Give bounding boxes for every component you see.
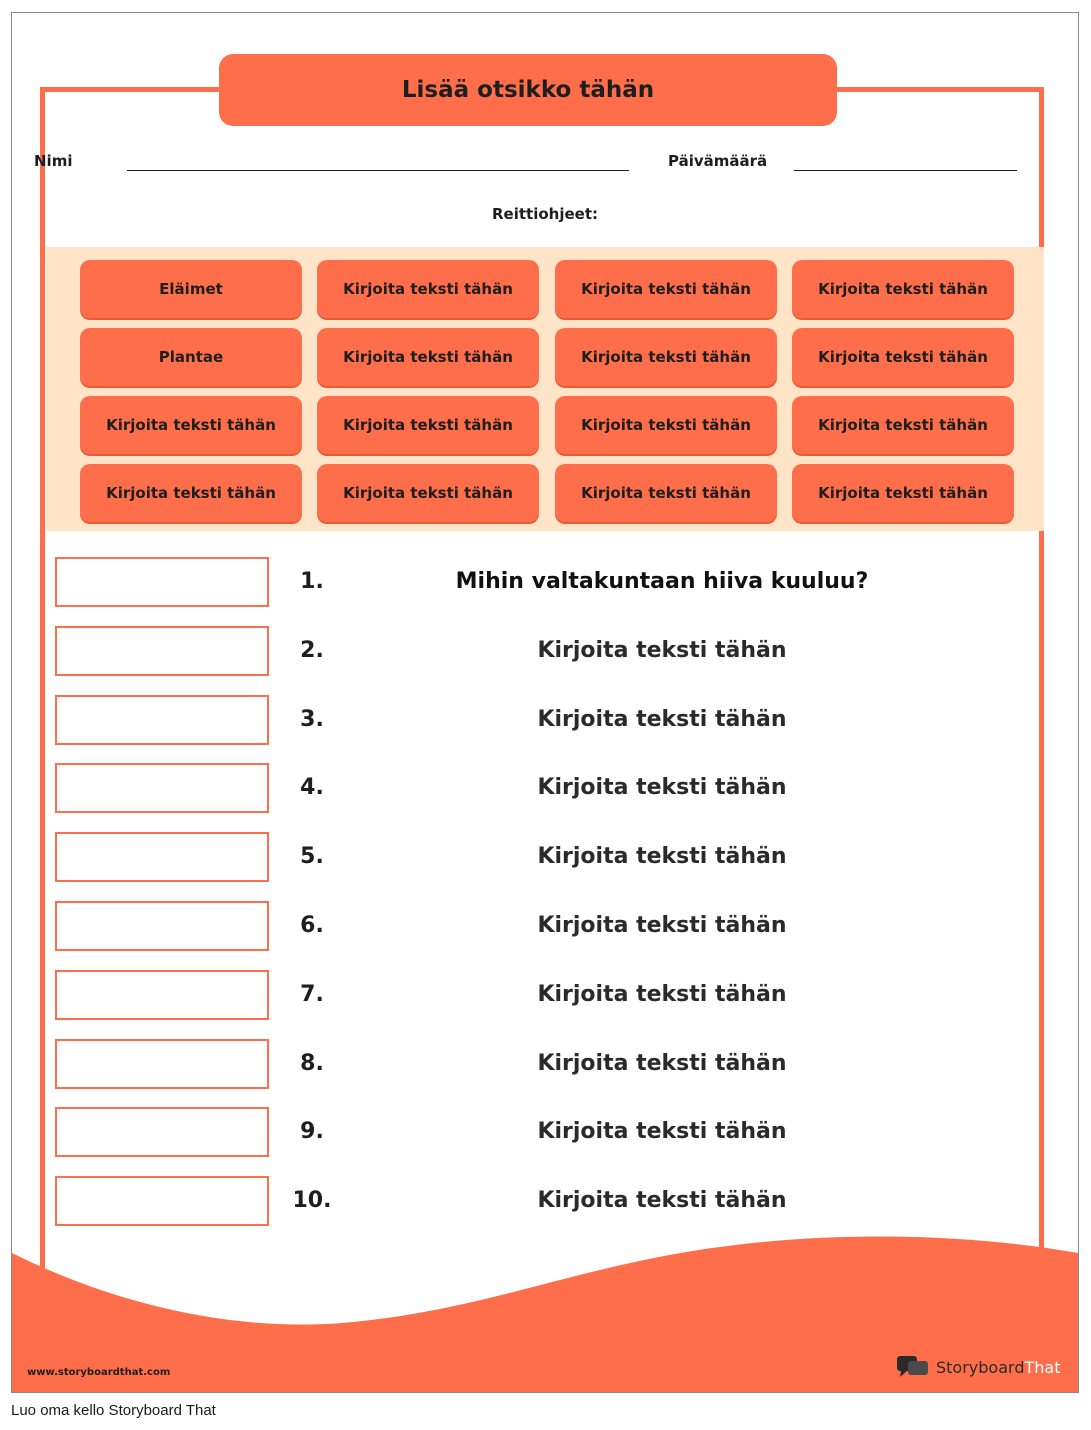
question-text[interactable]: Kirjoita teksti tähän [537, 1051, 787, 1076]
answer-box[interactable] [55, 832, 269, 882]
word-bank-chip[interactable]: Kirjoita teksti tähän [555, 260, 777, 318]
question-text[interactable]: Kirjoita teksti tähän [537, 1119, 787, 1144]
date-label: Päivämäärä [668, 152, 768, 170]
answer-box[interactable] [55, 695, 269, 745]
word-bank [46, 247, 1044, 531]
word-bank-chip[interactable]: Kirjoita teksti tähän [317, 328, 539, 386]
word-bank-chip[interactable]: Kirjoita teksti tähän [317, 464, 539, 522]
question-text[interactable]: Kirjoita teksti tähän [537, 982, 787, 1007]
word-bank-chip[interactable]: Kirjoita teksti tähän [555, 396, 777, 454]
word-bank-chip[interactable]: Kirjoita teksti tähän [80, 396, 302, 454]
question-number: 3. [300, 707, 324, 732]
question-text[interactable]: Mihin valtakuntaan hiiva kuuluu? [455, 569, 869, 594]
answer-box[interactable] [55, 763, 269, 813]
question-text[interactable]: Kirjoita teksti tähän [537, 638, 787, 663]
word-bank-chip[interactable]: Kirjoita teksti tähän [792, 464, 1014, 522]
question-text[interactable]: Kirjoita teksti tähän [537, 844, 787, 869]
speech-bubble-icon [896, 1354, 930, 1380]
question-number: 8. [300, 1051, 324, 1076]
answer-box[interactable] [55, 557, 269, 607]
question-text[interactable]: Kirjoita teksti tähän [537, 775, 787, 800]
footer-url: www.storyboardthat.com [27, 1367, 171, 1378]
question-number: 7. [300, 982, 324, 1007]
question-text[interactable]: Kirjoita teksti tähän [537, 707, 787, 732]
answer-box[interactable] [55, 1039, 269, 1089]
answer-box[interactable] [55, 1176, 269, 1226]
question-text[interactable]: Kirjoita teksti tähän [537, 913, 787, 938]
word-bank-chip[interactable]: Kirjoita teksti tähän [555, 328, 777, 386]
word-bank-chip[interactable]: Kirjoita teksti tähän [792, 328, 1014, 386]
word-bank-chip[interactable]: Eläimet [80, 260, 302, 318]
question-number: 1. [300, 569, 324, 594]
brand-that: That [1024, 1357, 1061, 1377]
question-number: 10. [292, 1188, 332, 1213]
question-number: 2. [300, 638, 324, 663]
question-number: 6. [300, 913, 324, 938]
storyboardthat-logo [896, 1353, 1060, 1381]
question-number: 5. [300, 844, 324, 869]
brand-storyboard: Storyboard [936, 1357, 1025, 1377]
question-number: 9. [300, 1119, 324, 1144]
date-line[interactable] [794, 170, 1017, 171]
name-line[interactable] [127, 170, 629, 171]
worksheet [11, 12, 1079, 1393]
worksheet-title[interactable]: Lisää otsikko tähän [219, 54, 837, 126]
word-bank-chip[interactable]: Kirjoita teksti tähän [317, 396, 539, 454]
word-bank-chip[interactable]: Kirjoita teksti tähän [792, 260, 1014, 318]
answer-box[interactable] [55, 1107, 269, 1157]
name-label: Nimi [34, 152, 73, 170]
word-bank-chip[interactable]: Kirjoita teksti tähän [792, 396, 1014, 454]
directions-label: Reittiohjeet: [492, 205, 598, 223]
word-bank-chip[interactable]: Plantae [80, 328, 302, 386]
caption: Luo oma kello Storyboard That [11, 1402, 216, 1419]
word-bank-chip[interactable]: Kirjoita teksti tähän [555, 464, 777, 522]
question-text[interactable]: Kirjoita teksti tähän [537, 1188, 787, 1213]
answer-box[interactable] [55, 970, 269, 1020]
answer-box[interactable] [55, 626, 269, 676]
word-bank-chip[interactable]: Kirjoita teksti tähän [80, 464, 302, 522]
question-number: 4. [300, 775, 324, 800]
answer-box[interactable] [55, 901, 269, 951]
word-bank-chip[interactable]: Kirjoita teksti tähän [317, 260, 539, 318]
